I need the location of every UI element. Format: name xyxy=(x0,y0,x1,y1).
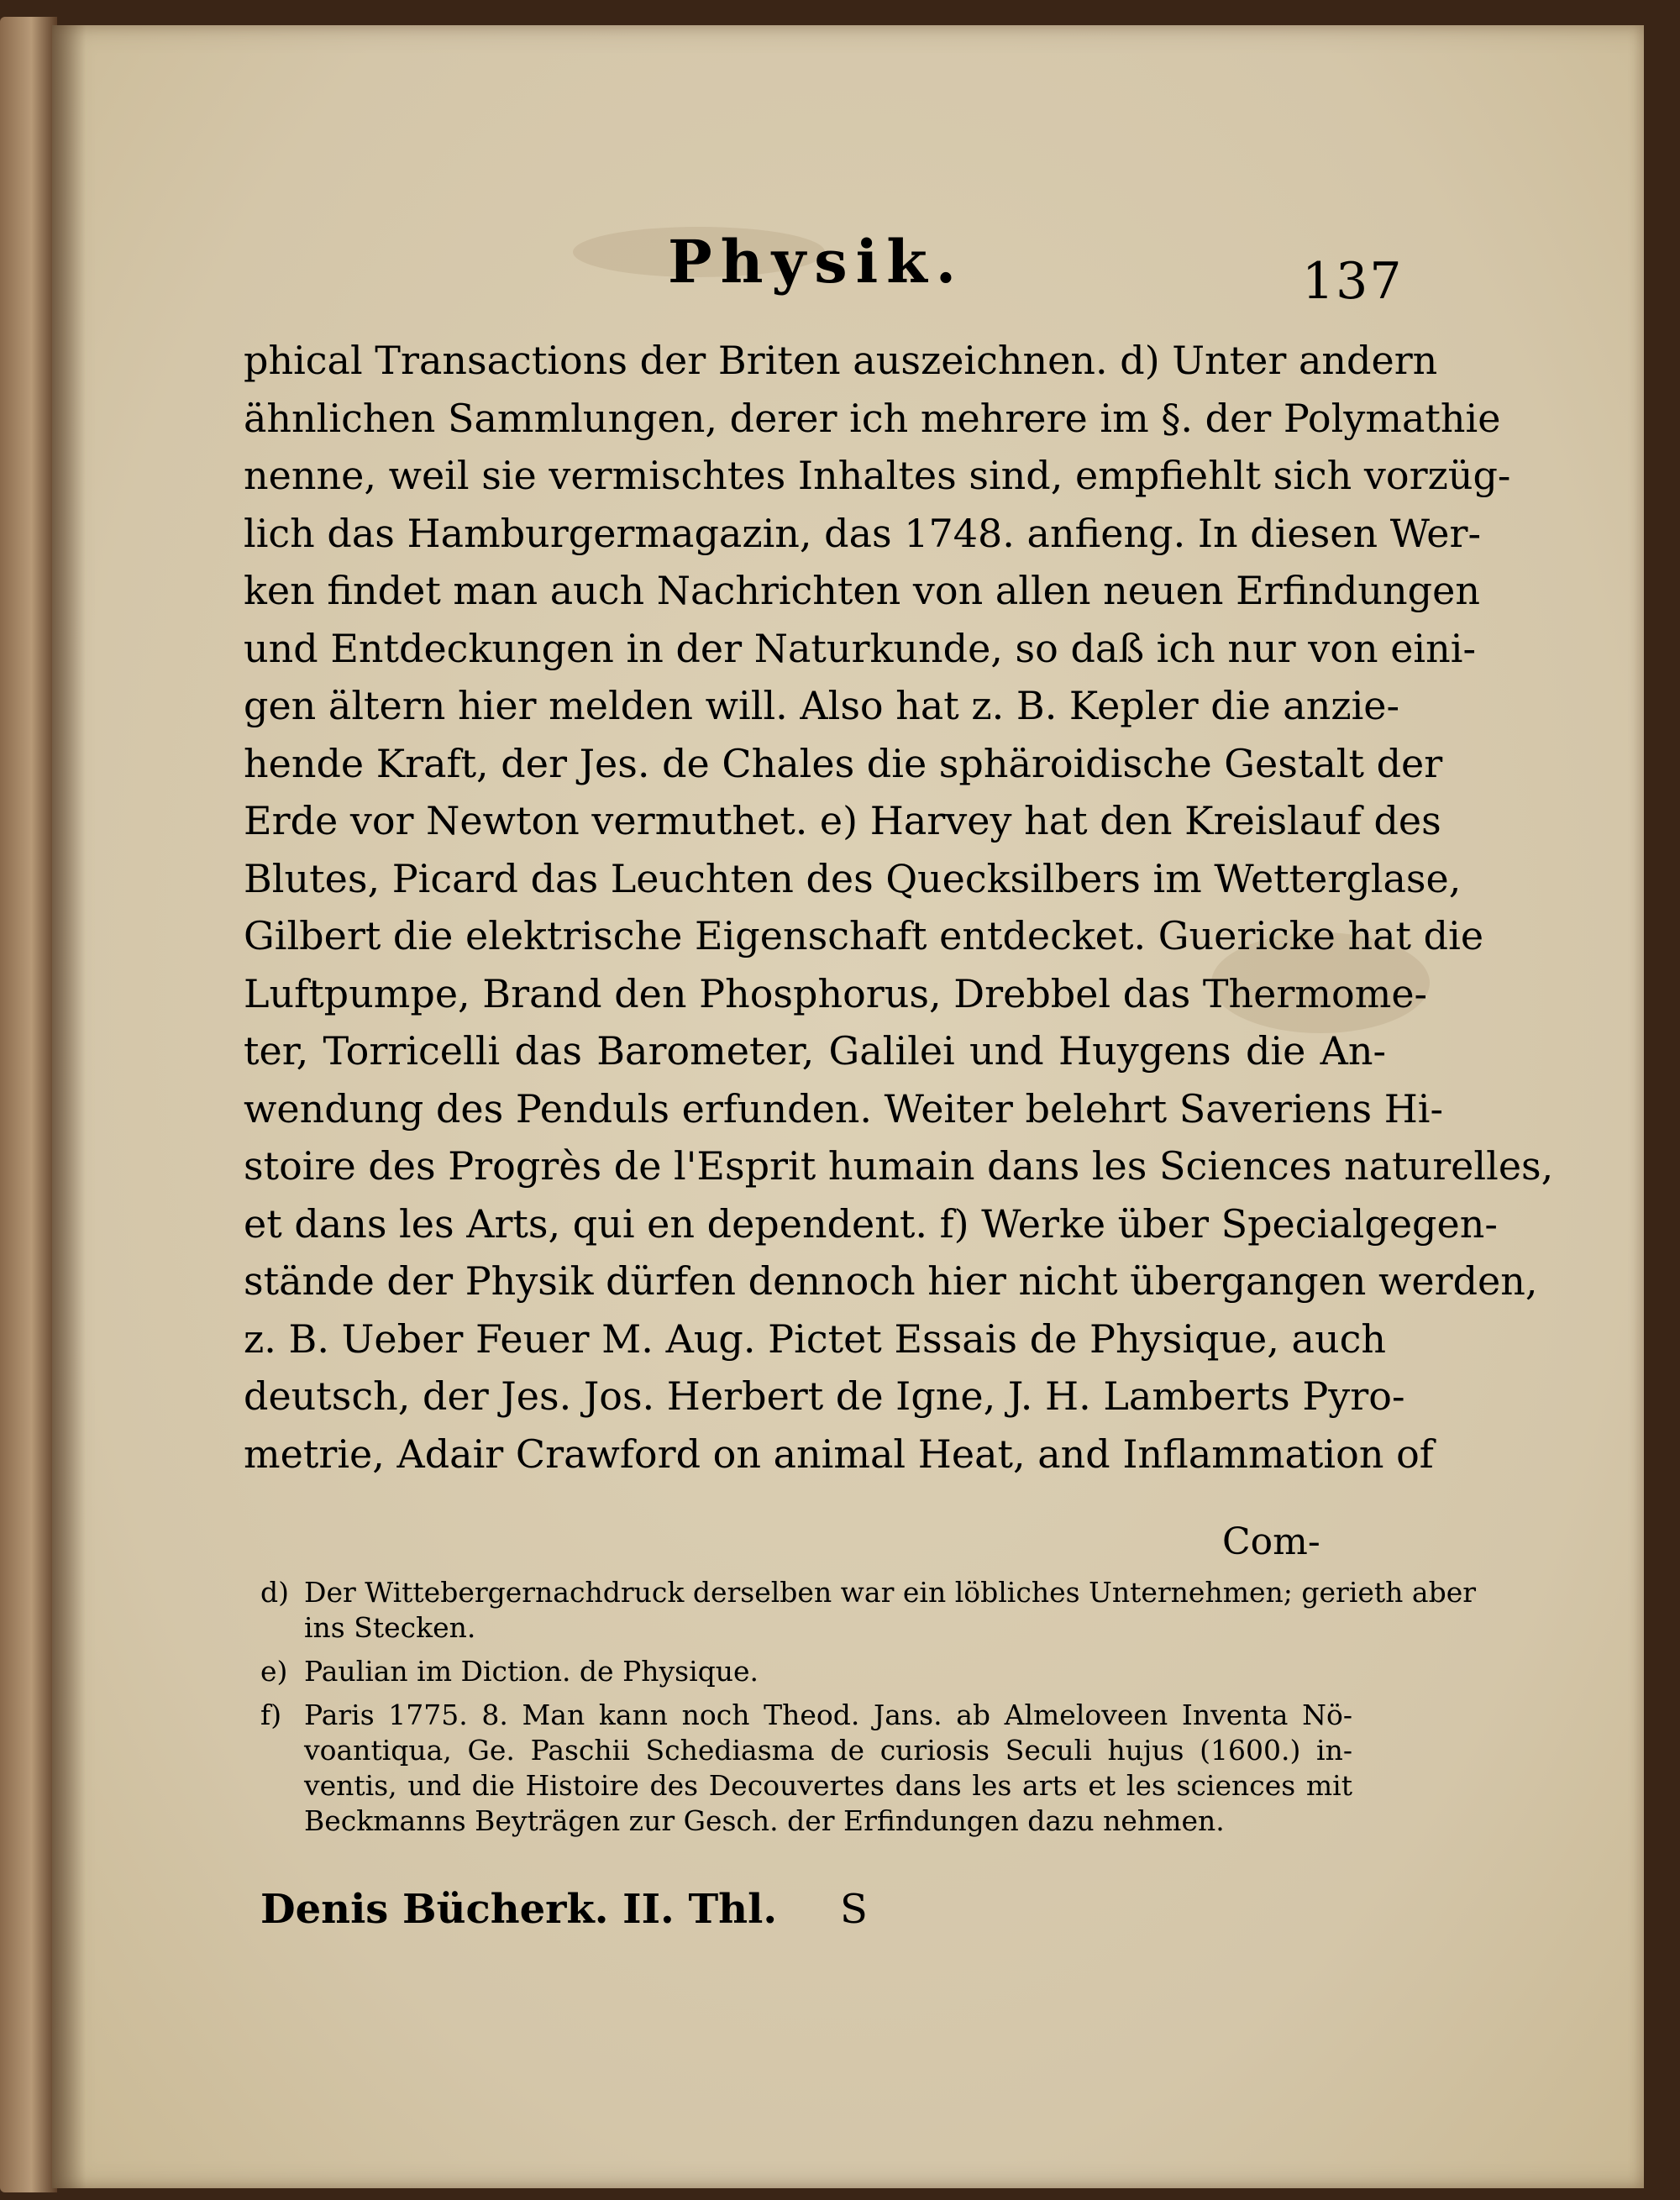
text-line: und Entdeckungen in der Naturkunde, so daß ich nur von eini- xyxy=(244,625,1477,671)
text-line: lich das Hamburgermagazin, das 1748. anfieng. In diesen Wer- xyxy=(244,510,1481,556)
text-line: Gilbert die elektrische Eigenschaft entdecket. Guericke hat die xyxy=(244,913,1484,958)
footnote-mark: e) xyxy=(260,1655,288,1688)
running-head: Physik. xyxy=(668,227,965,297)
text-line: deutsch, der Jes. Jos. Herbert de Igne, J. H. Lamberts Pyro- xyxy=(244,1373,1405,1419)
signature-line: Denis Bücherk. II. Thl. xyxy=(260,1886,778,1933)
footnote-line: Paulian im Diction. de Physique. xyxy=(304,1655,759,1688)
footnote-line: Der Wittebergernachdruck derselben war ein löbliches Unternehmen; gerieth aber xyxy=(304,1576,1477,1609)
footnote-line: Beckmanns Beyträgen zur Gesch. der Erfindungen dazu nehmen. xyxy=(304,1804,1225,1837)
footnote-e xyxy=(260,1654,1352,1689)
footnote-line: ventis, und die Histoire des Decouvertes dans les arts et les sciences mit xyxy=(304,1769,1352,1802)
catchword: Com- xyxy=(1222,1520,1320,1563)
footnote-line: voantiqua, Ge. Paschii Schediasma de curiosis Seculi hujus (1600.) in- xyxy=(304,1734,1352,1767)
footnote-line: Paris 1775. 8. Man kann noch Theod. Jans. ab Almeloveen Inventa Nö- xyxy=(304,1699,1352,1731)
page-number: 137 xyxy=(1302,252,1404,311)
body-text xyxy=(244,332,1554,1483)
text-line: phical Transactions der Briten auszeichnen. d) Unter andern xyxy=(244,338,1438,383)
text-line: et dans les Arts, qui en dependent. f) Werke über Specialgegen- xyxy=(244,1200,1498,1247)
text-line: wendung des Penduls erfunden. Weiter belehrt Saveriens Hi- xyxy=(244,1085,1444,1132)
text-line: gen ältern hier melden will. Also hat z. B. Kepler die anzie- xyxy=(244,683,1400,728)
footnote-d xyxy=(260,1575,1477,1646)
text-line: ter, Torricelli das Barometer, Galilei und Huygens die An- xyxy=(244,1028,1386,1074)
text-line: nenne, weil sie vermischtes Inhaltes sind, empfiehlt sich vorzüg- xyxy=(244,453,1511,498)
facing-page-edge xyxy=(0,17,57,2192)
text-line: stände der Physik dürfen dennoch hier nicht übergangen werden, xyxy=(244,1258,1538,1304)
text-line: hende Kraft, der Jes. de Chales die sphäroidische Gestalt der xyxy=(244,740,1443,786)
text-line: Blutes, Picard das Leuchten des Quecksilbers im Wetterglase, xyxy=(244,855,1462,901)
text-line: Erde vor Newton vermuthet. e) Harvey hat den Kreislauf des xyxy=(244,798,1441,843)
footnote-mark: d) xyxy=(260,1576,289,1609)
text-line: ken findet man auch Nachrichten von allen neuen Erfindungen xyxy=(244,568,1480,613)
footnotes xyxy=(260,1575,1477,1847)
signature-mark: S xyxy=(840,1886,868,1933)
text-line: stoire des Progrès de l'Esprit humain dans les Sciences naturelles, xyxy=(244,1143,1554,1189)
text-line: z. B. Ueber Feuer M. Aug. Pictet Essais de Physique, auch xyxy=(244,1315,1386,1362)
footnote-line: ins Stecken. xyxy=(304,1611,476,1644)
gutter-shadow xyxy=(52,25,86,2188)
text-line: Luftpumpe, Brand den Phosphorus, Drebbel das Thermome- xyxy=(244,970,1428,1016)
text-line: ähnlichen Sammlungen, derer ich mehrere im §. der Polymathie xyxy=(244,395,1501,441)
text-line: metrie, Adair Crawford on animal Heat, and Inflammation of xyxy=(244,1431,1434,1477)
footnote-mark: f) xyxy=(260,1699,282,1731)
footnote-f xyxy=(260,1698,1352,1839)
